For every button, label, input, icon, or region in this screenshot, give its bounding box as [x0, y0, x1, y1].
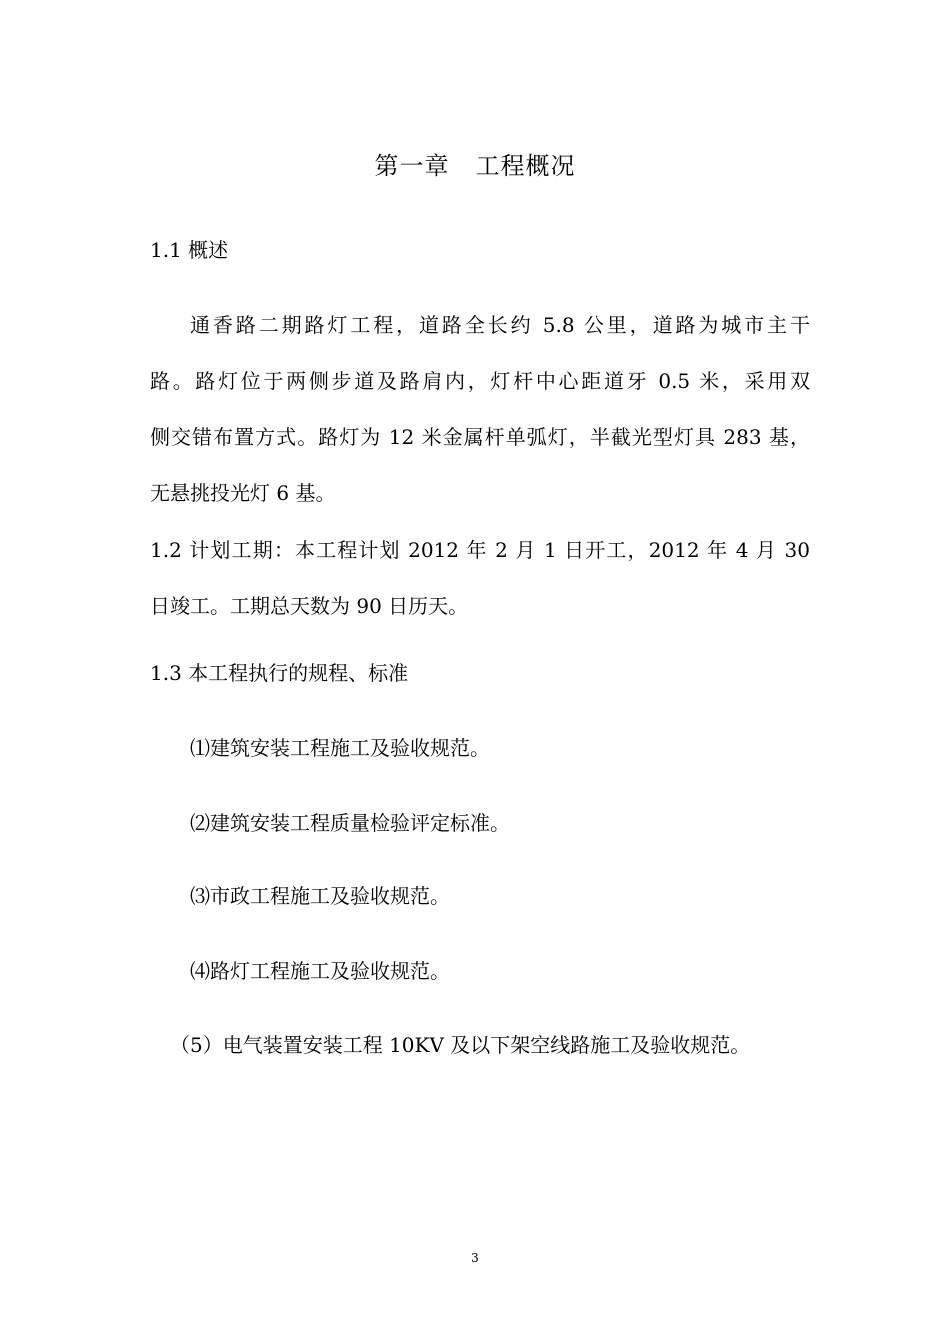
chapter-label: 第一章 — [374, 152, 450, 180]
paragraph-line: 通香路二期路灯工程，道路全长约 5.8 公里，道路为城市主干 — [190, 313, 810, 337]
standard-list-item: ⑷路灯工程施工及验收规范。 — [190, 959, 450, 983]
section-1-3-heading: 1.3 本工程执行的规程、标准 — [150, 661, 409, 685]
standard-list-item: ⑶市政工程施工及验收规范。 — [190, 884, 450, 908]
section-1-2-paragraph — [150, 522, 810, 634]
standard-list-item: ⑴建筑安装工程施工及验收规范。 — [190, 736, 490, 760]
paragraph-line: 路。路灯位于两侧步道及路肩内，灯杆中心距道牙 0.5 米，采用双 — [150, 369, 810, 393]
page-number: 3 — [471, 1251, 479, 1265]
paragraph-line: 无悬挑投光灯 6 基。 — [150, 481, 336, 505]
paragraph-line: 日竣工。工期总天数为 90 日历天。 — [150, 594, 469, 618]
chapter-title — [0, 146, 950, 186]
chapter-name: 工程概况 — [475, 152, 576, 180]
section-1-1-paragraph — [150, 297, 810, 521]
paragraph-line: 侧交错布置方式。路灯为 12 米金属杆单弧灯，半截光型灯具 283 基， — [150, 425, 810, 449]
section-1-1-heading: 1.1 概述 — [150, 238, 229, 262]
standard-list-item: ⑵建筑安装工程质量检验评定标准。 — [190, 811, 510, 835]
paragraph-line: 1.2 计划工期：本工程计划 2012 年 2 月 1 日开工，2012 年 4 月 30 — [150, 538, 810, 562]
standard-list-item: （5）电气装置安装工程 10KV 及以下架空线路施工及验收规范。 — [170, 1033, 751, 1057]
